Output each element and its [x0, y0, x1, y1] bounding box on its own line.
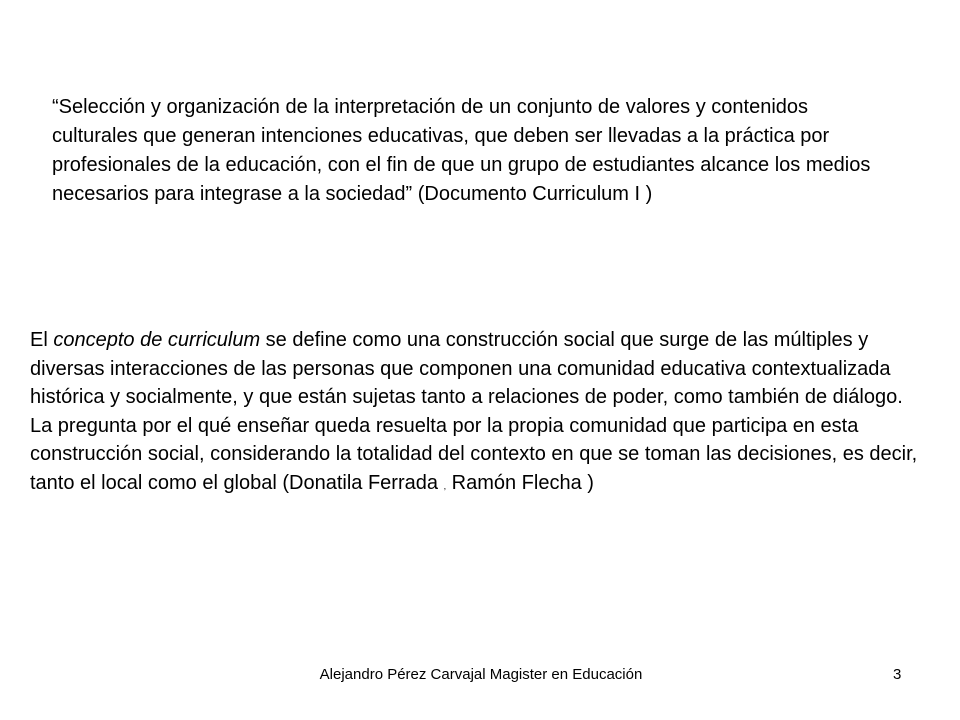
definition-citation-tail: Ramón Flecha ) [446, 471, 594, 494]
definition-intro: El [30, 329, 54, 351]
definition-paragraph [30, 326, 930, 500]
slide-number: 3 [893, 666, 902, 683]
footer-author: Alejandro Pérez Carvajal Magister en Educación [319, 666, 643, 683]
definition-term: concepto de curriculum [53, 329, 261, 351]
definition-body: se define como una construcción social que surge de las múltiples y diversas interacciones de las personas que componen una comunidad educativa contextualizada histórica y socialmente, y que están sujetas tanto a relaciones de poder, como también de diálogo. La pregunta por el qué enseñar queda resuelta por la propia comunidad que participa en esta construcción social, considerando la totalidad del contexto en que se toman las decisiones, es decir, tanto el local como el global (Donatila Ferrada [30, 329, 918, 494]
quote-paragraph: “Selección y organización de la interpretación de un conjunto de valores y contenidos culturales que generan intenciones educativas, que deben ser llevadas a la práctica por profesionales de la educación, con el fin de que un grupo de estudiantes alcance los medios necesarios para integrase a la sociedad” (Documento Curriculum I ) [52, 96, 871, 205]
citation-separator: , [443, 480, 447, 491]
